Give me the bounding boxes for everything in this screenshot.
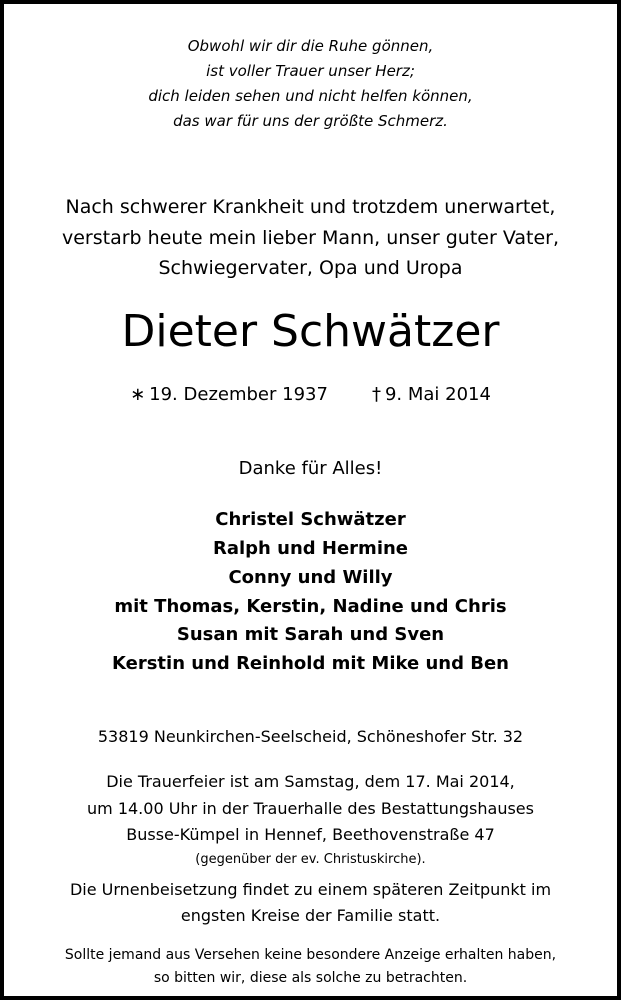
intro-line-1: Nach schwerer Krankheit und trotzdem unerwartet, bbox=[65, 196, 556, 218]
family-line-3: Conny und Willy bbox=[228, 567, 393, 588]
family-line-4: mit Thomas, Kerstin, Nadine und Chris bbox=[114, 596, 507, 617]
notice-line-1: Sollte jemand aus Versehen keine besondere Anzeige erhalten haben, bbox=[64, 947, 557, 963]
family-line-5: Susan mit Sarah und Sven bbox=[176, 624, 445, 645]
poem-line-4: das war für uns der größte Schmerz. bbox=[173, 112, 448, 130]
family-line-6: Kerstin und Reinhold mit Mike und Ben bbox=[112, 653, 509, 674]
poem-line-3: dich leiden sehen und nicht helfen können, bbox=[148, 87, 473, 105]
death-date: 9. Mai 2014 bbox=[384, 384, 491, 405]
ceremony-note: (gegenüber der ev. Christuskirche). bbox=[195, 852, 426, 867]
thanks-line: Danke für Alles! bbox=[238, 458, 383, 479]
life-dates bbox=[4, 384, 617, 405]
family-line-2: Ralph und Hermine bbox=[212, 538, 409, 559]
deceased-name: Dieter Schwätzer bbox=[121, 306, 500, 357]
birth-date: 19. Dezember 1937 bbox=[149, 384, 328, 405]
ceremony-line-2: um 14.00 Uhr in der Trauerhalle des Bestattungshauses bbox=[87, 799, 534, 818]
death-symbol: † bbox=[371, 384, 381, 405]
intro-line-3: Schwiegervater, Opa und Uropa bbox=[158, 257, 463, 279]
ceremony-line-3: Busse-Kümpel in Hennef, Beethovenstraße 47 bbox=[126, 825, 495, 844]
burial-line-1: Die Urnenbeisetzung findet zu einem späteren Zeitpunkt im bbox=[69, 880, 552, 899]
burial-line-2: engsten Kreise der Familie statt. bbox=[180, 906, 441, 925]
address-line: 53819 Neunkirchen-Seelscheid, Schöneshofer Str. 32 bbox=[97, 727, 524, 746]
intro-line-2: verstarb heute mein lieber Mann, unser guter Vater, bbox=[62, 227, 559, 249]
notice-line-2: so bitten wir, diese als solche zu betrachten. bbox=[153, 970, 468, 986]
poem-line-2: ist voller Trauer unser Herz; bbox=[206, 62, 415, 80]
family-line-1: Christel Schwätzer bbox=[215, 509, 406, 530]
ceremony-line-1: Die Trauerfeier ist am Samstag, dem 17. Mai 2014, bbox=[106, 772, 515, 791]
birth-symbol: ∗ bbox=[130, 384, 146, 405]
poem-line-1: Obwohl wir dir die Ruhe gönnen, bbox=[187, 37, 434, 55]
